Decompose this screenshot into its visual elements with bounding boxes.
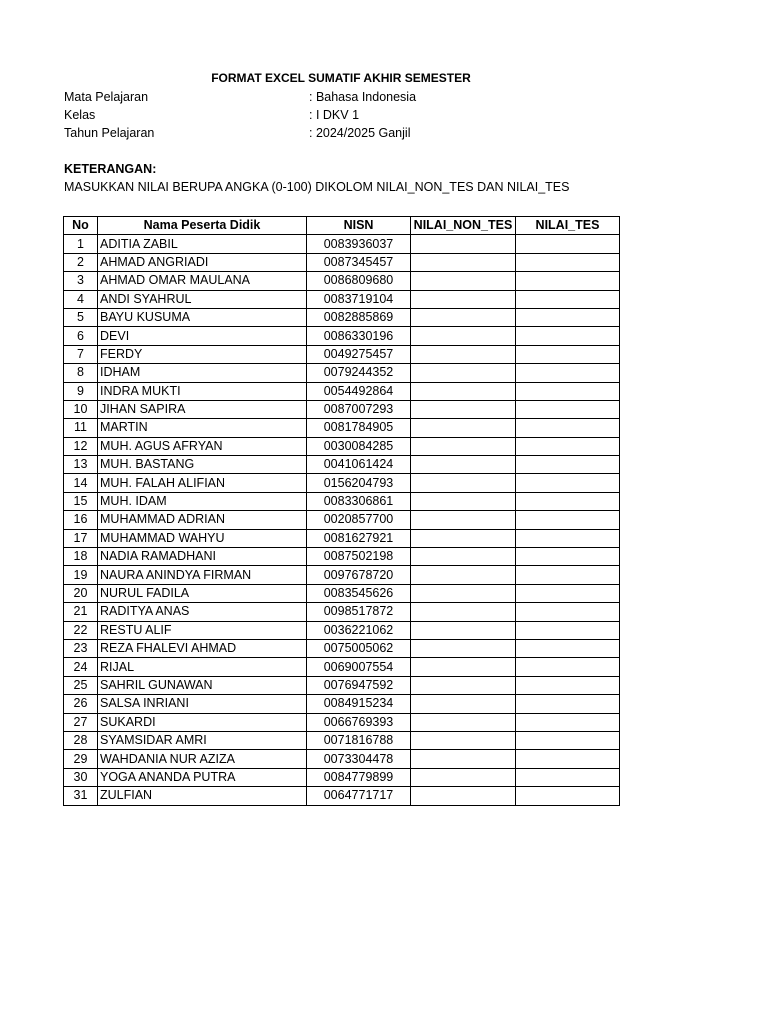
cell-nisn: 0083719104	[307, 290, 411, 308]
cell-nisn: 0073304478	[307, 750, 411, 768]
cell-nisn: 0036221062	[307, 621, 411, 639]
cell-student-name: MUH. FALAH ALIFIAN	[98, 474, 307, 492]
cell-student-name: RESTU ALIF	[98, 621, 307, 639]
cell-nilai-tes[interactable]	[516, 639, 620, 657]
cell-student-name: SYAMSIDAR AMRI	[98, 731, 307, 749]
cell-nisn: 0097678720	[307, 566, 411, 584]
cell-nilai-tes[interactable]	[516, 235, 620, 253]
cell-nisn: 0084915234	[307, 695, 411, 713]
cell-nilai-tes[interactable]	[516, 437, 620, 455]
table-row	[64, 584, 620, 602]
cell-nilai-non-tes[interactable]	[411, 235, 516, 253]
table-row	[64, 382, 620, 400]
cell-student-name: SALSA INRIANI	[98, 695, 307, 713]
cell-nilai-tes[interactable]	[516, 603, 620, 621]
cell-student-name: JIHAN SAPIRA	[98, 400, 307, 418]
cell-nilai-non-tes[interactable]	[411, 327, 516, 345]
table-row	[64, 437, 620, 455]
cell-nilai-tes[interactable]	[516, 272, 620, 290]
cell-nilai-tes[interactable]	[516, 327, 620, 345]
cell-nilai-tes[interactable]	[516, 566, 620, 584]
cell-nisn: 0054492864	[307, 382, 411, 400]
cell-student-name: ADITIA ZABIL	[98, 235, 307, 253]
cell-no: 15	[64, 492, 98, 510]
cell-no: 29	[64, 750, 98, 768]
table-row	[64, 529, 620, 547]
header-no: No	[64, 217, 98, 235]
cell-no: 8	[64, 364, 98, 382]
cell-no: 16	[64, 511, 98, 529]
cell-nisn: 0086330196	[307, 327, 411, 345]
cell-no: 10	[64, 400, 98, 418]
cell-nisn: 0081784905	[307, 419, 411, 437]
cell-nisn: 0087345457	[307, 253, 411, 271]
cell-student-name: NURUL FADILA	[98, 584, 307, 602]
cell-nisn: 0082885869	[307, 308, 411, 326]
table-row	[64, 492, 620, 510]
cell-nilai-tes[interactable]	[516, 492, 620, 510]
cell-no: 27	[64, 713, 98, 731]
table-row	[64, 566, 620, 584]
cell-no: 18	[64, 548, 98, 566]
meta-label: Mata Pelajaran	[64, 90, 149, 104]
meta-value: : 2024/2025 Ganjil	[309, 126, 411, 140]
cell-no: 4	[64, 290, 98, 308]
cell-student-name: REZA FHALEVI AHMAD	[98, 639, 307, 657]
cell-no: 24	[64, 658, 98, 676]
cell-student-name: MARTIN	[98, 419, 307, 437]
cell-nilai-tes[interactable]	[516, 345, 620, 363]
table-row	[64, 621, 620, 639]
cell-nilai-tes[interactable]	[516, 400, 620, 418]
cell-nilai-non-tes[interactable]	[411, 290, 516, 308]
table-row	[64, 603, 620, 621]
cell-nilai-non-tes[interactable]	[411, 492, 516, 510]
cell-nisn: 0064771717	[307, 787, 411, 805]
cell-student-name: ANDI SYAHRUL	[98, 290, 307, 308]
meta-label: Kelas	[64, 108, 96, 122]
cell-nilai-non-tes[interactable]	[411, 695, 516, 713]
cell-nilai-tes[interactable]	[516, 253, 620, 271]
cell-nilai-non-tes[interactable]	[411, 639, 516, 657]
table-row	[64, 327, 620, 345]
cell-no: 23	[64, 639, 98, 657]
cell-no: 28	[64, 731, 98, 749]
cell-nisn: 0083936037	[307, 235, 411, 253]
cell-student-name: NADIA RAMADHANI	[98, 548, 307, 566]
cell-nilai-non-tes[interactable]	[411, 437, 516, 455]
cell-nilai-non-tes[interactable]	[411, 345, 516, 363]
cell-nilai-non-tes[interactable]	[411, 768, 516, 786]
cell-student-name: AHMAD OMAR MAULANA	[98, 272, 307, 290]
cell-nilai-non-tes[interactable]	[411, 308, 516, 326]
header-name: Nama Peserta Didik	[98, 217, 307, 235]
cell-no: 17	[64, 529, 98, 547]
cell-nisn: 0086809680	[307, 272, 411, 290]
cell-no: 19	[64, 566, 98, 584]
cell-no: 9	[64, 382, 98, 400]
header-nisn: NISN	[307, 217, 411, 235]
cell-nilai-non-tes[interactable]	[411, 658, 516, 676]
cell-nilai-tes[interactable]	[516, 290, 620, 308]
cell-nilai-non-tes[interactable]	[411, 364, 516, 382]
cell-nisn: 0156204793	[307, 474, 411, 492]
cell-nilai-non-tes[interactable]	[411, 382, 516, 400]
cell-no: 13	[64, 456, 98, 474]
cell-student-name: AHMAD ANGRIADI	[98, 253, 307, 271]
meta-label: Tahun Pelajaran	[64, 126, 155, 140]
cell-no: 31	[64, 787, 98, 805]
cell-no: 11	[64, 419, 98, 437]
cell-nisn: 0087007293	[307, 400, 411, 418]
cell-nilai-tes[interactable]	[516, 584, 620, 602]
cell-nilai-tes[interactable]	[516, 308, 620, 326]
cell-nisn: 0066769393	[307, 713, 411, 731]
table-body	[64, 235, 620, 805]
table-row	[64, 308, 620, 326]
cell-nilai-non-tes[interactable]	[411, 676, 516, 694]
cell-nilai-non-tes[interactable]	[411, 584, 516, 602]
cell-student-name: DEVI	[98, 327, 307, 345]
table-row	[64, 639, 620, 657]
cell-nisn: 0084779899	[307, 768, 411, 786]
cell-nilai-tes[interactable]	[516, 750, 620, 768]
cell-no: 20	[64, 584, 98, 602]
cell-student-name: NAURA ANINDYA FIRMAN	[98, 566, 307, 584]
cell-student-name: FERDY	[98, 345, 307, 363]
document-title: FORMAT EXCEL SUMATIF AKHIR SEMESTER	[211, 71, 471, 85]
table-row	[64, 713, 620, 731]
cell-no: 1	[64, 235, 98, 253]
table-row	[64, 235, 620, 253]
cell-nilai-non-tes[interactable]	[411, 456, 516, 474]
keterangan-text: MASUKKAN NILAI BERUPA ANGKA (0-100) DIKOLOM NILAI_NON_TES DAN NILAI_TES	[64, 180, 570, 194]
cell-student-name: MUH. BASTANG	[98, 456, 307, 474]
cell-student-name: RIJAL	[98, 658, 307, 676]
cell-nilai-tes[interactable]	[516, 768, 620, 786]
cell-nilai-non-tes[interactable]	[411, 272, 516, 290]
cell-no: 2	[64, 253, 98, 271]
cell-nilai-non-tes[interactable]	[411, 713, 516, 731]
cell-nilai-non-tes[interactable]	[411, 750, 516, 768]
cell-nilai-non-tes[interactable]	[411, 603, 516, 621]
table-row	[64, 787, 620, 805]
cell-nilai-non-tes[interactable]	[411, 787, 516, 805]
cell-no: 5	[64, 308, 98, 326]
cell-nisn: 0075005062	[307, 639, 411, 657]
cell-nisn: 0083306861	[307, 492, 411, 510]
cell-no: 14	[64, 474, 98, 492]
cell-nilai-tes[interactable]	[516, 511, 620, 529]
cell-student-name: RADITYA ANAS	[98, 603, 307, 621]
cell-nilai-tes[interactable]	[516, 731, 620, 749]
cell-nisn: 0079244352	[307, 364, 411, 382]
table-row	[64, 731, 620, 749]
cell-nilai-non-tes[interactable]	[411, 253, 516, 271]
cell-nisn: 0098517872	[307, 603, 411, 621]
cell-nilai-tes[interactable]	[516, 382, 620, 400]
cell-nilai-non-tes[interactable]	[411, 566, 516, 584]
keterangan-heading: KETERANGAN:	[64, 162, 157, 176]
cell-student-name: WAHDANIA NUR AZIZA	[98, 750, 307, 768]
cell-nilai-tes[interactable]	[516, 548, 620, 566]
cell-nilai-tes[interactable]	[516, 787, 620, 805]
cell-nilai-non-tes[interactable]	[411, 511, 516, 529]
cell-nisn: 0076947592	[307, 676, 411, 694]
table-row	[64, 511, 620, 529]
cell-student-name: MUHAMMAD WAHYU	[98, 529, 307, 547]
table-row	[64, 750, 620, 768]
table-row	[64, 695, 620, 713]
table-row	[64, 290, 620, 308]
table-row	[64, 419, 620, 437]
cell-student-name: MUH. IDAM	[98, 492, 307, 510]
cell-no: 6	[64, 327, 98, 345]
cell-nilai-tes[interactable]	[516, 621, 620, 639]
cell-no: 7	[64, 345, 98, 363]
cell-nilai-non-tes[interactable]	[411, 731, 516, 749]
cell-student-name: ZULFIAN	[98, 787, 307, 805]
cell-nilai-tes[interactable]	[516, 419, 620, 437]
cell-nilai-tes[interactable]	[516, 529, 620, 547]
cell-no: 12	[64, 437, 98, 455]
cell-no: 22	[64, 621, 98, 639]
table-row	[64, 345, 620, 363]
meta-value: : Bahasa Indonesia	[309, 90, 417, 104]
cell-nilai-non-tes[interactable]	[411, 400, 516, 418]
cell-nilai-tes[interactable]	[516, 713, 620, 731]
cell-no: 30	[64, 768, 98, 786]
cell-nilai-tes[interactable]	[516, 658, 620, 676]
table-row	[64, 474, 620, 492]
cell-nisn: 0087502198	[307, 548, 411, 566]
table-row	[64, 676, 620, 694]
cell-nisn: 0030084285	[307, 437, 411, 455]
cell-nisn: 0049275457	[307, 345, 411, 363]
cell-no: 25	[64, 676, 98, 694]
cell-student-name: IDHAM	[98, 364, 307, 382]
cell-nilai-non-tes[interactable]	[411, 548, 516, 566]
table-row	[64, 364, 620, 382]
cell-nilai-non-tes[interactable]	[411, 419, 516, 437]
table-row	[64, 253, 620, 271]
cell-nilai-tes[interactable]	[516, 474, 620, 492]
cell-nilai-tes[interactable]	[516, 676, 620, 694]
table-row	[64, 456, 620, 474]
table-row	[64, 658, 620, 676]
header-nilai-non-tes: NILAI_NON_TES	[411, 217, 516, 235]
cell-nilai-non-tes[interactable]	[411, 529, 516, 547]
cell-student-name: SUKARDI	[98, 713, 307, 731]
table-row	[64, 768, 620, 786]
student-grade-table	[63, 216, 620, 806]
cell-nilai-tes[interactable]	[516, 364, 620, 382]
cell-student-name: SAHRIL GUNAWAN	[98, 676, 307, 694]
cell-student-name: BAYU KUSUMA	[98, 308, 307, 326]
table-row	[64, 400, 620, 418]
cell-student-name: YOGA ANANDA PUTRA	[98, 768, 307, 786]
cell-student-name: MUH. AGUS AFRYAN	[98, 437, 307, 455]
table-header-row	[64, 217, 620, 235]
cell-student-name: INDRA MUKTI	[98, 382, 307, 400]
cell-nisn: 0083545626	[307, 584, 411, 602]
cell-no: 26	[64, 695, 98, 713]
table-row	[64, 548, 620, 566]
cell-nilai-non-tes[interactable]	[411, 474, 516, 492]
cell-nisn: 0081627921	[307, 529, 411, 547]
meta-value: : I DKV 1	[309, 108, 360, 122]
table-row	[64, 272, 620, 290]
cell-nilai-tes[interactable]	[516, 695, 620, 713]
cell-nilai-tes[interactable]	[516, 456, 620, 474]
cell-nilai-non-tes[interactable]	[411, 621, 516, 639]
cell-nisn: 0020857700	[307, 511, 411, 529]
header-nilai-tes: NILAI_TES	[516, 217, 620, 235]
cell-nisn: 0041061424	[307, 456, 411, 474]
cell-no: 21	[64, 603, 98, 621]
cell-nisn: 0069007554	[307, 658, 411, 676]
cell-no: 3	[64, 272, 98, 290]
cell-nisn: 0071816788	[307, 731, 411, 749]
cell-student-name: MUHAMMAD ADRIAN	[98, 511, 307, 529]
